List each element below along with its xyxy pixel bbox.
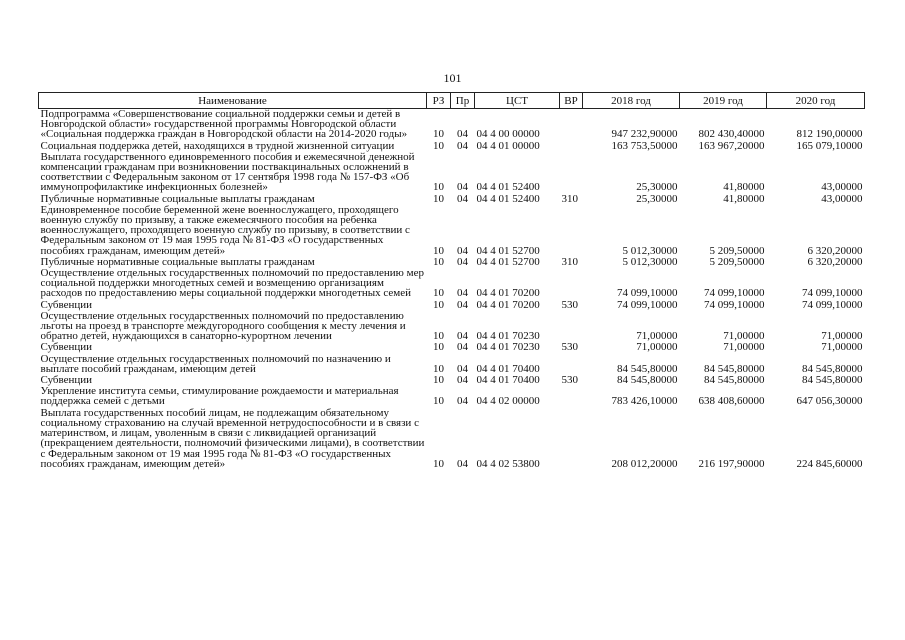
- cell-2018: 74 099,10000: [617, 287, 678, 300]
- cell-pr: 04: [457, 341, 468, 354]
- cell-2019: 5 209,50000: [709, 244, 765, 257]
- cell-2020: 165 079,10000: [796, 139, 863, 152]
- table-row: [39, 152, 865, 194]
- cell-pr: 04: [457, 330, 468, 343]
- cell-pr: 04: [457, 244, 468, 257]
- cell-vr: 530: [561, 298, 578, 311]
- cell-vr: [560, 205, 583, 257]
- page-number: 101: [443, 71, 462, 85]
- cell-cst: 04 4 02 53800: [476, 457, 540, 470]
- cell-vr: [560, 152, 583, 194]
- cell-name: Публичные нормативные социальные выплаты гражданам: [40, 192, 315, 205]
- cell-rz: 10: [433, 244, 444, 257]
- cell-cst: 04 4 01 70200: [476, 287, 540, 300]
- header-pr: Пр: [451, 93, 475, 109]
- cell-2020: 71,00000: [821, 330, 863, 343]
- cell-vr: [560, 386, 583, 407]
- table-row: [39, 109, 865, 141]
- header-2020: 2020 год: [767, 93, 865, 109]
- cell-rz: 10: [433, 128, 444, 141]
- cell-pr: 04: [457, 374, 468, 387]
- cell-2018: 71,00000: [636, 330, 678, 343]
- cell-2018: 84 545,80000: [617, 362, 678, 375]
- cell-2019: 74 099,10000: [704, 287, 765, 300]
- cell-2018: 25,30000: [636, 181, 678, 194]
- cell-rz: 10: [433, 362, 444, 375]
- cell-rz: 10: [433, 255, 444, 268]
- table-row: [39, 311, 865, 343]
- cell-name: Подпрограмма «Совершенствование социальной поддержки семьи и детей в Новгородской области» государственной программы Новгородской области «Социальная поддержка граждан в Новгородской области на 2014-2020 годы»: [40, 108, 408, 141]
- cell-cst: 04 4 02 00000: [476, 395, 540, 408]
- cell-2020: 43,00000: [821, 192, 863, 205]
- table-row: [39, 354, 865, 375]
- cell-2020: 6 320,20000: [807, 244, 863, 257]
- cell-2019: 84 545,80000: [704, 362, 765, 375]
- header-vr: ВР: [560, 93, 583, 109]
- table-row: [39, 268, 865, 300]
- cell-rz: 10: [433, 139, 444, 152]
- cell-2018: 947 232,90000: [611, 128, 678, 141]
- cell-rz: 10: [433, 395, 444, 408]
- cell-2018: 84 545,80000: [617, 374, 678, 387]
- cell-rz: 10: [433, 330, 444, 343]
- cell-2019: 74 099,10000: [704, 298, 765, 311]
- cell-rz: 10: [433, 287, 444, 300]
- cell-2019: 638 408,60000: [698, 395, 765, 408]
- cell-2019: 41,80000: [723, 192, 765, 205]
- table-header-row: [39, 93, 865, 109]
- cell-2018: 5 012,30000: [622, 255, 678, 268]
- header-cst: ЦСТ: [475, 93, 560, 109]
- cell-vr: [560, 311, 583, 343]
- cell-pr: 04: [457, 362, 468, 375]
- cell-2019: 41,80000: [723, 181, 765, 194]
- cell-rz: 10: [433, 374, 444, 387]
- cell-2018: 25,30000: [636, 192, 678, 205]
- cell-rz: 10: [433, 192, 444, 205]
- cell-name: Осуществление отдельных государственных полномочий по предоставлению мер социальной поддержки многодетных семей и возмещению организациям расходов по предоставлению меры социальной поддержки многодетных семей: [40, 267, 424, 300]
- cell-pr: 04: [457, 395, 468, 408]
- cell-vr: 310: [561, 255, 578, 268]
- cell-pr: 04: [457, 457, 468, 470]
- table-row: [39, 205, 865, 257]
- cell-name: Осуществление отдельных государственных полномочий по предоставлению льготы на проезд в транспорте междугородного сообщения к месту лечения и обратно детей, нуждающихся в санаторно-курортном лечении: [40, 309, 406, 343]
- cell-name: Единовременное пособие беременной жене военнослужащего, проходящего военную службу по призыву, а также ежемесячного пособия на ребенка военнослужащего, проходящего военную службу по призыву, в соответствии с Федеральным законом от 19 мая 1995 года № 81-ФЗ «О государственных пособиях гражданам, имеющим детей»: [40, 203, 410, 257]
- cell-2018: 5 012,30000: [622, 244, 678, 257]
- cell-2020: 74 099,10000: [802, 298, 863, 311]
- cell-2019: 802 430,40000: [698, 128, 765, 141]
- cell-name: Социальная поддержка детей, находящихся в трудной жизненной ситуации: [40, 139, 395, 152]
- cell-cst: 04 4 01 70230: [476, 330, 540, 343]
- cell-2020: 84 545,80000: [802, 362, 863, 375]
- cell-name: Публичные нормативные социальные выплаты гражданам: [40, 255, 315, 268]
- cell-cst: 04 4 01 52700: [476, 255, 540, 268]
- cell-rz: 10: [433, 341, 444, 354]
- cell-2020: 224 845,60000: [796, 457, 863, 470]
- cell-vr: 530: [561, 374, 578, 387]
- cell-2019: 163 967,20000: [698, 139, 765, 152]
- cell-name: Выплата государственных пособий лицам, не подлежащим обязательному социальному страхованию на случай временной нетрудоспособности и в связи с материнством, и лицам, уволенным в связи с ликвидацией организаций (прекращением деятельности, полномочий физическими лицами), в соответствии с Федеральным законом от 19 мая 1995 года № 81-ФЗ «О государственных пособиях гражданам, имеющим детей»: [40, 406, 425, 470]
- budget-table: [38, 92, 865, 470]
- cell-2019: 71,00000: [723, 341, 765, 354]
- header-rz: РЗ: [427, 93, 451, 109]
- cell-2019: 84 545,80000: [704, 374, 765, 387]
- cell-2020: 812 190,00000: [796, 128, 863, 141]
- cell-vr: [560, 109, 583, 141]
- header-name: Наименование: [39, 93, 427, 109]
- table-body: [39, 109, 865, 470]
- cell-cst: 04 4 01 70400: [476, 374, 540, 387]
- cell-2018: 71,00000: [636, 341, 678, 354]
- header-2019: 2019 год: [680, 93, 767, 109]
- cell-pr: 04: [457, 255, 468, 268]
- cell-cst: 04 4 01 52400: [476, 192, 540, 205]
- cell-pr: 04: [457, 139, 468, 152]
- cell-2018: 208 012,20000: [611, 457, 678, 470]
- cell-pr: 04: [457, 287, 468, 300]
- cell-rz: 10: [433, 298, 444, 311]
- cell-2020: 84 545,80000: [802, 374, 863, 387]
- cell-cst: 04 4 01 52700: [476, 244, 540, 257]
- cell-cst: 04 4 01 70200: [476, 298, 540, 311]
- cell-pr: 04: [457, 128, 468, 141]
- cell-cst: 04 4 00 00000: [476, 128, 540, 141]
- table-row: [39, 386, 865, 407]
- cell-2018: 74 099,10000: [617, 298, 678, 311]
- cell-cst: 04 4 01 70230: [476, 341, 540, 354]
- cell-pr: 04: [457, 298, 468, 311]
- cell-rz: 10: [433, 181, 444, 194]
- table-row: [39, 408, 865, 470]
- cell-vr: [560, 354, 583, 375]
- cell-2019: 216 197,90000: [698, 457, 765, 470]
- cell-cst: 04 4 01 52400: [476, 181, 540, 194]
- cell-pr: 04: [457, 192, 468, 205]
- cell-vr: 530: [561, 341, 578, 354]
- cell-2020: 71,00000: [821, 341, 863, 354]
- cell-name: Субвенции: [40, 298, 93, 311]
- cell-vr: [560, 141, 583, 152]
- cell-vr: [560, 268, 583, 300]
- cell-name: Субвенции: [40, 341, 93, 354]
- cell-vr: 310: [561, 192, 578, 205]
- header-2018: 2018 год: [583, 93, 680, 109]
- table-row: [39, 342, 865, 353]
- cell-2020: 6 320,20000: [807, 255, 863, 268]
- cell-2019: 71,00000: [723, 330, 765, 343]
- cell-vr: [560, 408, 583, 470]
- cell-2020: 647 056,30000: [796, 395, 863, 408]
- cell-rz: 10: [433, 457, 444, 470]
- cell-name: Осуществление отдельных государственных полномочий по назначению и выплате пособий гражданам, имеющим детей: [40, 352, 391, 375]
- cell-2020: 43,00000: [821, 181, 863, 194]
- cell-name: Выплата государственного единовременного пособия и ежемесячной денежной компенсации гражданам при возникновении поствакцинальных осложнений в соответствии с Федеральным законом от 17 сентября 1998 года № 157-ФЗ «Об иммунопрофилактике инфекционных болезней»: [40, 150, 415, 194]
- cell-2018: 163 753,50000: [611, 139, 678, 152]
- cell-2019: 5 209,50000: [709, 255, 765, 268]
- cell-2020: 74 099,10000: [802, 287, 863, 300]
- cell-pr: 04: [457, 181, 468, 194]
- cell-cst: 04 4 01 00000: [476, 139, 540, 152]
- cell-name: Субвенции: [40, 374, 93, 387]
- cell-cst: 04 4 01 70400: [476, 362, 540, 375]
- cell-2018: 783 426,10000: [611, 395, 678, 408]
- cell-name: Укрепление института семьи, стимулирование рождаемости и материальная поддержка семей с детьми: [40, 385, 399, 408]
